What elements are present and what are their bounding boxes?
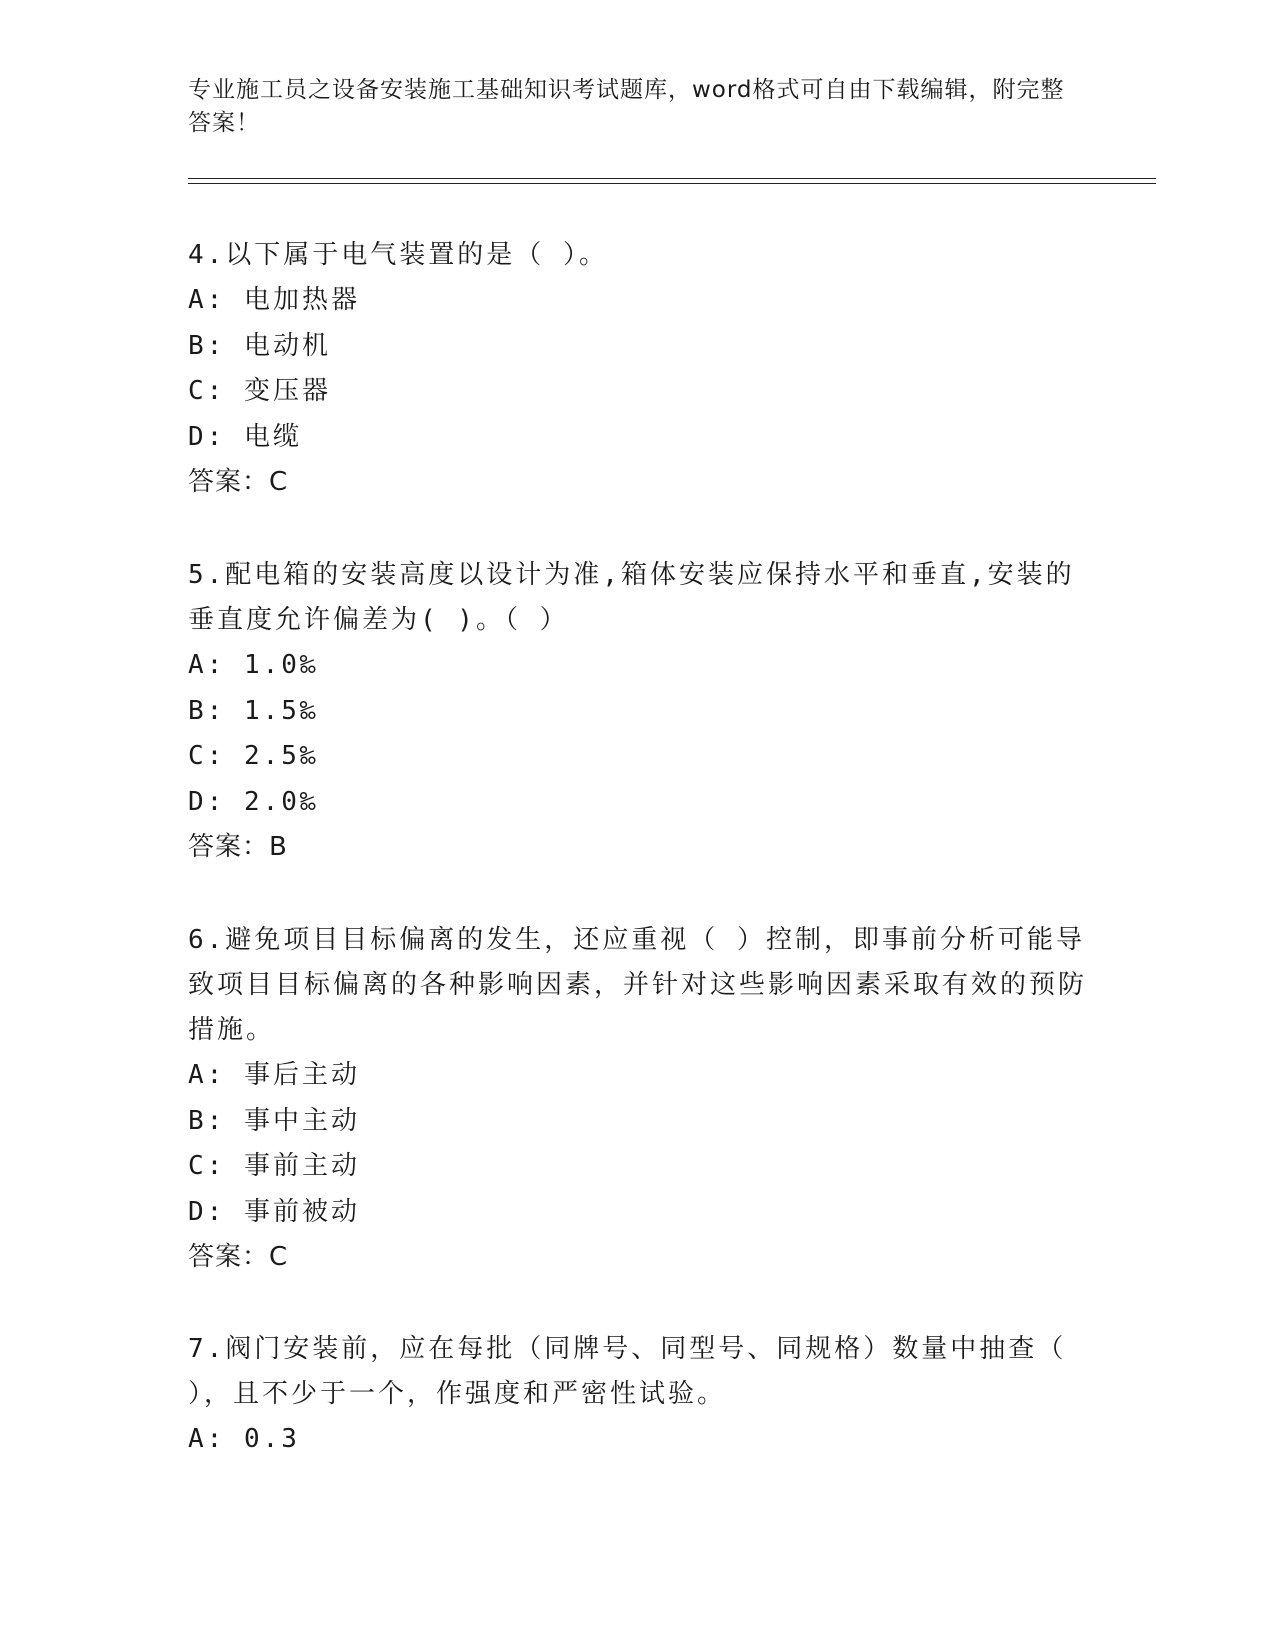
question-6 xyxy=(188,918,1088,1279)
answer: 答案：B xyxy=(188,832,288,862)
option-b: B: 1.5‰ xyxy=(188,695,319,726)
header-divider-top xyxy=(188,178,1156,179)
option-a: A: 1.0‰ xyxy=(188,650,319,680)
option-a: A: 0.3 xyxy=(188,1424,300,1454)
option-b: B: 电动机 xyxy=(188,330,331,361)
question-text: 4.以下属于电气装置的是（ ）。 xyxy=(188,240,608,270)
option-a: A: 事后主动 xyxy=(188,1060,360,1090)
answer: 答案：C xyxy=(188,467,289,497)
document-header: 专业施工员之设备安装施工基础知识考试题库，word格式可自由下载编辑，附完整答案！ xyxy=(188,77,1065,136)
option-d: D: 事前被动 xyxy=(188,1196,360,1227)
header-divider-bottom xyxy=(188,183,1156,184)
question-4 xyxy=(188,233,1088,504)
answer: 答案：C xyxy=(188,1242,289,1272)
option-d: D: 电缆 xyxy=(188,421,302,452)
question-7 xyxy=(188,1327,1088,1463)
question-text: 5.配电箱的安装高度以设计为准,箱体安装应保持水平和垂直,安装的垂直度允许偏差为( )。（ ） xyxy=(188,560,1075,635)
question-5 xyxy=(188,553,1088,869)
option-c: C: 变压器 xyxy=(188,376,331,406)
option-d: D: 2.0‰ xyxy=(188,786,319,817)
option-c: C: 事前主动 xyxy=(188,1151,360,1181)
question-text: 6.避免项目目标偏离的发生，还应重视（ ）控制，即事前分析可能导致项目目标偏离的各种影响因素，并针对这些影响因素采取有效的预防措施。 xyxy=(188,925,1088,1045)
question-text: 7.阀门安装前，应在每批（同牌号、同型号、同规格）数量中抽查（ ），且不少于一个，作强度和严密性试验。 xyxy=(188,1334,1067,1409)
option-b: B: 事中主动 xyxy=(188,1105,360,1136)
option-c: C: 2.5‰ xyxy=(188,741,319,771)
option-a: A: 电加热器 xyxy=(188,285,360,315)
